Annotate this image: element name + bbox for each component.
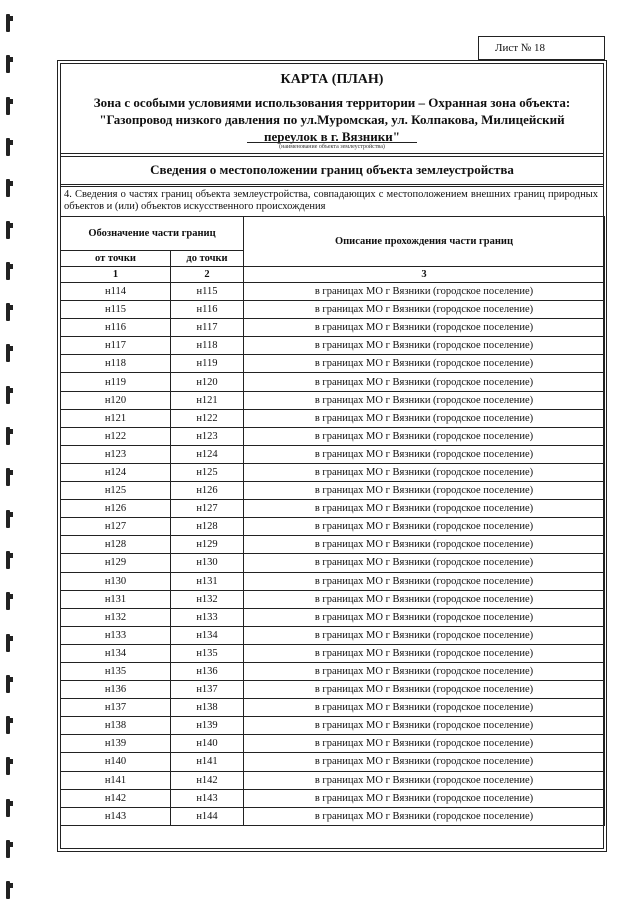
binding-mark [6, 344, 10, 362]
column-number: 2 [171, 267, 244, 283]
description-cell: в границах МО г Вязники (городское поселение) [244, 771, 605, 789]
description-cell: в границах МО г Вязники (городское поселение) [244, 482, 605, 500]
table-body [61, 283, 605, 826]
from-point-cell: н137 [61, 699, 171, 717]
to-point-cell: н127 [171, 500, 244, 518]
from-point-cell: н118 [61, 355, 171, 373]
object-name: Зона с особыми условиями использования территории – Охранная зона объекта: "Газопровод низкого давления по ул.Муромская, ул. Колпакова, Милицейский переулок в г. Вязники" [93, 95, 571, 144]
binding-mark [6, 221, 10, 239]
document-title: КАРТА (ПЛАН) [280, 72, 384, 87]
to-point-cell: н116 [171, 301, 244, 319]
table-row [61, 283, 605, 301]
table-row [61, 301, 605, 319]
description-cell: в границах МО г Вязники (городское поселение) [244, 717, 605, 735]
binding-mark [6, 799, 10, 817]
description-cell: в границах МО г Вязники (городское поселение) [244, 572, 605, 590]
section-title: Сведения о местоположении границ объекта землеустройства [150, 162, 514, 177]
to-point-cell: н125 [171, 463, 244, 481]
from-point-cell: н136 [61, 681, 171, 699]
table-row [61, 681, 605, 699]
table-row [61, 500, 605, 518]
from-point-cell: н130 [61, 572, 171, 590]
from-point-cell: н122 [61, 427, 171, 445]
binding-mark [6, 840, 10, 858]
from-point-cell: н114 [61, 283, 171, 301]
table-row [61, 391, 605, 409]
from-point-cell: н126 [61, 500, 171, 518]
description-cell: в границах МО г Вязники (городское поселение) [244, 626, 605, 644]
to-point-cell: н131 [171, 572, 244, 590]
table-row [61, 753, 605, 771]
to-point-cell: н123 [171, 427, 244, 445]
description-cell: в границах МО г Вязники (городское поселение) [244, 681, 605, 699]
from-point-cell: н117 [61, 337, 171, 355]
to-point-cell: н143 [171, 789, 244, 807]
from-point-cell: н119 [61, 373, 171, 391]
table-row [61, 554, 605, 572]
header-from-point: от точки [61, 251, 171, 267]
divider [60, 153, 604, 154]
table-row [61, 373, 605, 391]
header-description: Описание прохождения части границ [244, 217, 605, 267]
table-row [61, 355, 605, 373]
from-point-cell: н125 [61, 482, 171, 500]
to-point-cell: н132 [171, 590, 244, 608]
to-point-cell: н140 [171, 735, 244, 753]
table-row [61, 644, 605, 662]
table-row [61, 626, 605, 644]
description-cell: в границах МО г Вязники (городское поселение) [244, 536, 605, 554]
from-point-cell: н142 [61, 789, 171, 807]
to-point-cell: н137 [171, 681, 244, 699]
binding-mark [6, 303, 10, 321]
description-cell: в границах МО г Вязники (городское поселение) [244, 373, 605, 391]
description-cell: в границах МО г Вязники (городское поселение) [244, 590, 605, 608]
description-cell: в границах МО г Вязники (городское поселение) [244, 518, 605, 536]
header-to-point: до точки [171, 251, 244, 267]
table-row [61, 445, 605, 463]
description-cell: в границах МО г Вязники (городское поселение) [244, 445, 605, 463]
binding-mark [6, 427, 10, 445]
binding-mark [6, 55, 10, 73]
divider [60, 186, 604, 187]
description-cell: в границах МО г Вязники (городское поселение) [244, 554, 605, 572]
to-point-cell: н117 [171, 319, 244, 337]
to-point-cell: н126 [171, 482, 244, 500]
from-point-cell: н143 [61, 807, 171, 825]
table-row [61, 590, 605, 608]
to-point-cell: н129 [171, 536, 244, 554]
binding-mark [6, 881, 10, 899]
description-cell: в границах МО г Вязники (городское поселение) [244, 608, 605, 626]
header-boundary-designation: Обозначение части границ [61, 217, 244, 251]
from-point-cell: н128 [61, 536, 171, 554]
from-point-cell: н132 [61, 608, 171, 626]
from-point-cell: н115 [61, 301, 171, 319]
divider [60, 184, 604, 185]
binding-mark [6, 551, 10, 569]
description-cell: в границах МО г Вязники (городское поселение) [244, 753, 605, 771]
description-cell: в границах МО г Вязники (городское поселение) [244, 427, 605, 445]
to-point-cell: н141 [171, 753, 244, 771]
description-cell: в границах МО г Вязники (городское поселение) [244, 789, 605, 807]
binding-marks [6, 0, 20, 905]
to-point-cell: н139 [171, 717, 244, 735]
from-point-cell: н141 [61, 771, 171, 789]
description-cell: в границах МО г Вязники (городское поселение) [244, 662, 605, 680]
from-point-cell: н121 [61, 409, 171, 427]
description-cell: в границах МО г Вязники (городское поселение) [244, 355, 605, 373]
description-cell: в границах МО г Вязники (городское поселение) [244, 644, 605, 662]
to-point-cell: н121 [171, 391, 244, 409]
binding-mark [6, 634, 10, 652]
table-row [61, 518, 605, 536]
to-point-cell: н138 [171, 699, 244, 717]
description-cell: в границах МО г Вязники (городское поселение) [244, 500, 605, 518]
description-cell: в границах МО г Вязники (городское поселение) [244, 463, 605, 481]
from-point-cell: н123 [61, 445, 171, 463]
table-row [61, 572, 605, 590]
table-row [61, 807, 605, 825]
binding-mark [6, 262, 10, 280]
document-header [61, 64, 603, 152]
binding-mark [6, 97, 10, 115]
to-point-cell: н128 [171, 518, 244, 536]
from-point-cell: н131 [61, 590, 171, 608]
binding-mark [6, 757, 10, 775]
table-row [61, 717, 605, 735]
to-point-cell: н135 [171, 644, 244, 662]
table-row [61, 789, 605, 807]
from-point-cell: н140 [61, 753, 171, 771]
from-point-cell: н139 [61, 735, 171, 753]
to-point-cell: н120 [171, 373, 244, 391]
from-point-cell: н138 [61, 717, 171, 735]
description-cell: в границах МО г Вязники (городское поселение) [244, 699, 605, 717]
from-point-cell: н134 [61, 644, 171, 662]
binding-mark [6, 592, 10, 610]
from-point-cell: н120 [61, 391, 171, 409]
table-row [61, 608, 605, 626]
boundary-parts-table [60, 216, 605, 826]
to-point-cell: н118 [171, 337, 244, 355]
binding-mark [6, 716, 10, 734]
to-point-cell: н122 [171, 409, 244, 427]
description-cell: в границах МО г Вязники (городское поселение) [244, 735, 605, 753]
divider [60, 156, 604, 157]
table-row [61, 662, 605, 680]
section-4-caption: 4. Сведения о частях границ объекта землеустройства, совпадающих с местоположением внешних границ природных объектов и (или) объектов искусственного происхождения [64, 189, 598, 212]
from-point-cell: н135 [61, 662, 171, 680]
to-point-cell: н142 [171, 771, 244, 789]
to-point-cell: н144 [171, 807, 244, 825]
to-point-cell: н134 [171, 626, 244, 644]
binding-mark [6, 675, 10, 693]
description-cell: в границах МО г Вязники (городское поселение) [244, 337, 605, 355]
table-row [61, 337, 605, 355]
from-point-cell: н127 [61, 518, 171, 536]
to-point-cell: н133 [171, 608, 244, 626]
column-number: 3 [244, 267, 605, 283]
table-row [61, 409, 605, 427]
table-row [61, 463, 605, 481]
description-cell: в границах МО г Вязники (городское поселение) [244, 283, 605, 301]
binding-mark [6, 14, 10, 32]
description-cell: в границах МО г Вязники (городское поселение) [244, 391, 605, 409]
description-cell: в границах МО г Вязники (городское поселение) [244, 409, 605, 427]
object-name-caption: (наименование объекта землеустройства) [279, 144, 385, 150]
column-number: 1 [61, 267, 171, 283]
from-point-cell: н129 [61, 554, 171, 572]
table-row [61, 735, 605, 753]
sheet-number: Лист № 18 [478, 36, 605, 60]
description-cell: в границах МО г Вязники (городское поселение) [244, 301, 605, 319]
binding-mark [6, 468, 10, 486]
to-point-cell: н130 [171, 554, 244, 572]
description-cell: в границах МО г Вязники (городское поселение) [244, 319, 605, 337]
binding-mark [6, 510, 10, 528]
table-row [61, 319, 605, 337]
description-cell: в границах МО г Вязники (городское поселение) [244, 807, 605, 825]
table-row [61, 427, 605, 445]
table-row [61, 482, 605, 500]
from-point-cell: н124 [61, 463, 171, 481]
to-point-cell: н115 [171, 283, 244, 301]
to-point-cell: н136 [171, 662, 244, 680]
from-point-cell: н116 [61, 319, 171, 337]
to-point-cell: н124 [171, 445, 244, 463]
binding-mark [6, 138, 10, 156]
table-row [61, 536, 605, 554]
table-row [61, 771, 605, 789]
binding-mark [6, 386, 10, 404]
from-point-cell: н133 [61, 626, 171, 644]
binding-mark [6, 179, 10, 197]
table-row [61, 699, 605, 717]
to-point-cell: н119 [171, 355, 244, 373]
